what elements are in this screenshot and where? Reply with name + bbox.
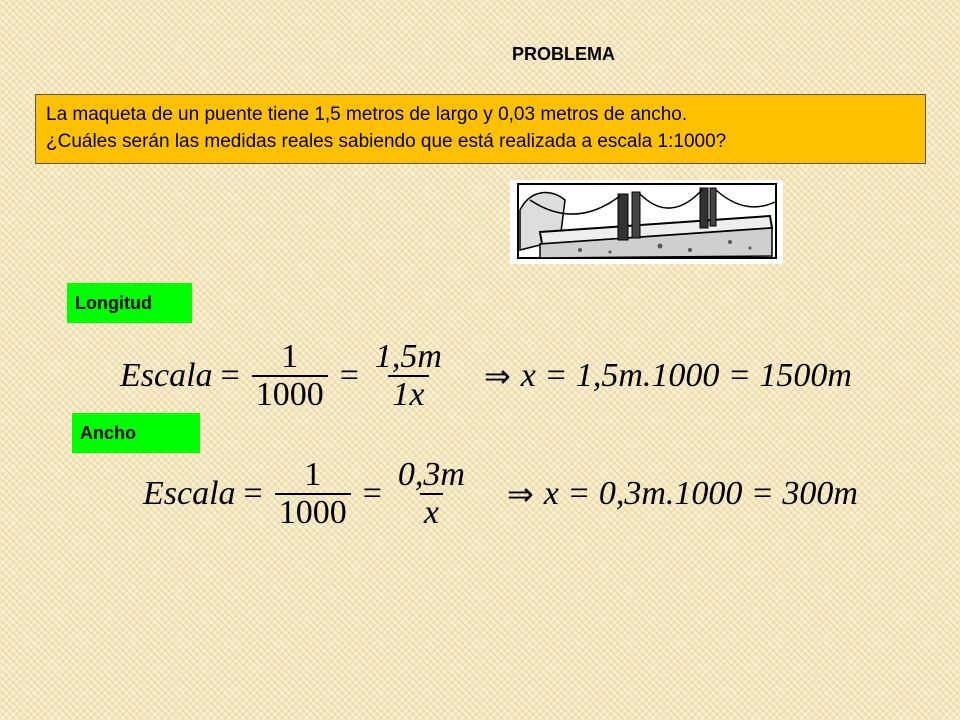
fraction-denominator: x [420, 493, 443, 531]
bridge-model-image [510, 180, 783, 264]
measure-fraction [394, 457, 469, 531]
longitud-label: Longitud [67, 283, 192, 323]
scale-fraction [252, 339, 328, 413]
fraction-numerator: 0,3m [397, 456, 465, 493]
problem-line-2: ¿Cuáles serán las medidas reales sabiendo que está realizada a escala 1:1000? [46, 131, 727, 152]
fraction-numerator: 1,5m [374, 338, 442, 375]
longitud-result: x = 1,5m.1000 = 1500m [520, 357, 852, 394]
longitud-equation [120, 336, 852, 416]
ancho-result: x = 0,3m.1000 = 300m [543, 475, 858, 512]
implies-arrow-icon: ⇒ [506, 476, 534, 512]
problem-statement [35, 94, 926, 164]
ancho-equation [143, 454, 858, 534]
problem-line-1: La maqueta de un puente tiene 1,5 metros de largo y 0,03 metros de ancho. [46, 104, 688, 125]
equals-sign: = [243, 475, 263, 512]
fraction-denominator: 1000 [275, 493, 351, 531]
escala-term: Escala [143, 475, 236, 512]
fraction-numerator: 1 [281, 338, 299, 375]
escala-term: Escala [120, 357, 213, 394]
fraction-denominator: 1000 [252, 375, 328, 413]
scale-fraction [275, 457, 351, 531]
equals-sign: = [220, 357, 240, 394]
equals-sign: = [362, 475, 382, 512]
equals-sign: = [339, 357, 359, 394]
ancho-label: Ancho [72, 413, 200, 453]
fraction-denominator: 1x [388, 375, 428, 413]
fraction-numerator: 1 [304, 456, 322, 493]
measure-fraction [371, 339, 446, 413]
implies-arrow-icon: ⇒ [483, 358, 511, 394]
slide-title: PROBLEMA [512, 44, 615, 64]
